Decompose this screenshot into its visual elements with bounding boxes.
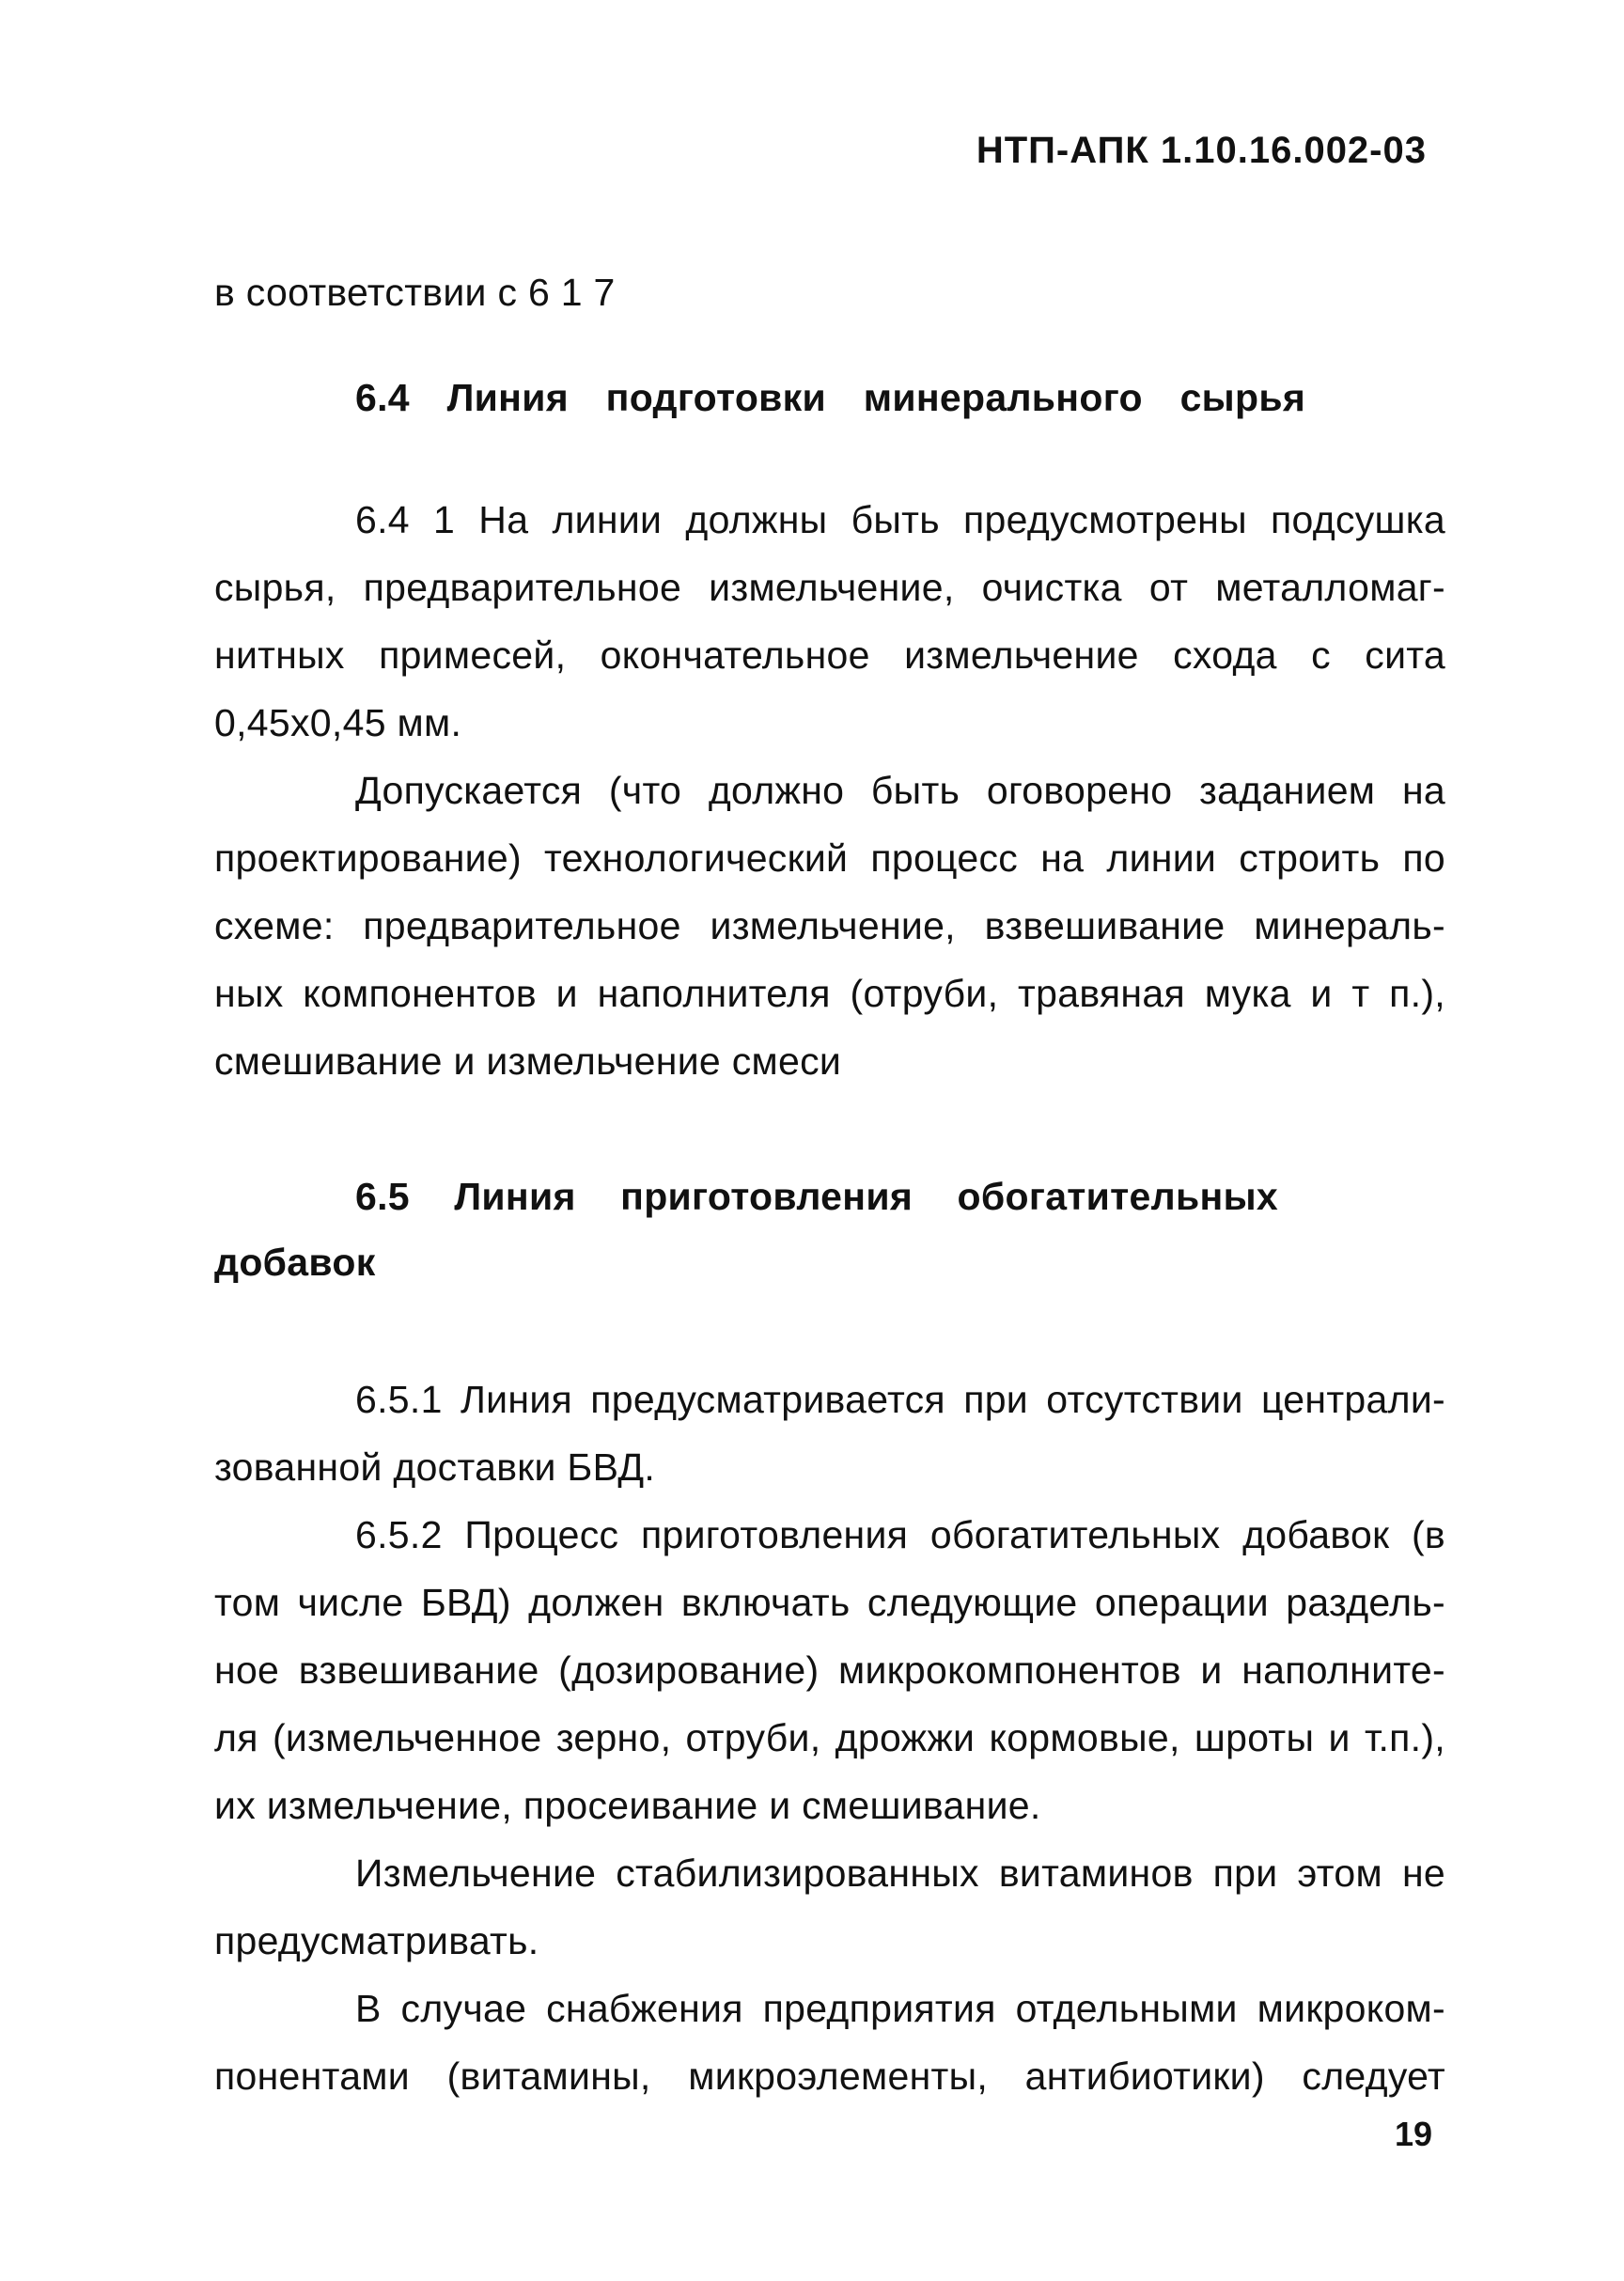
paragraph-line: Измельчение стабилизированных витаминов при этом не	[355, 1851, 1445, 1895]
paragraph-6-4-1-line: 6.4 1 На линии должны быть предусмотрены подсушка	[355, 498, 1445, 541]
paragraph-6-4-1-line: нитных примесей, окончательное измельчение схода с сита	[214, 633, 1445, 677]
section-heading-6-5-continued: добавок	[214, 1241, 376, 1284]
section-heading-6-4: 6.4 Линия подготовки минерального сырья	[355, 376, 1306, 419]
paragraph-line: понентами (витамины, микроэлементы, антибиотики) следует	[214, 2054, 1445, 2098]
paragraph-line: проектирование) технологический процесс на линии строить по	[214, 836, 1445, 880]
paragraph-line: схеме: предварительное измельчение, взвешивание минераль-	[214, 904, 1445, 947]
section-heading-6-5: 6.5 Линия приготовления обогатительных	[355, 1175, 1278, 1218]
paragraph-line: В случае снабжения предприятия отдельными микроком-	[355, 1987, 1445, 2030]
paragraph-6-4-1-line: сырья, предварительное измельчение, очистка от металломаг-	[214, 566, 1445, 609]
paragraph-6-5-2-line: 6.5.2 Процесс приготовления обогатительных добавок (в	[355, 1513, 1445, 1556]
paragraph-6-5-1-line: 6.5.1 Линия предусматривается при отсутствии централи-	[355, 1378, 1445, 1421]
paragraph-6-5-1-line: зованной доставки БВД.	[214, 1445, 656, 1489]
page-number: 19	[1394, 2115, 1432, 2153]
paragraph-line: Допускается (что должно быть оговорено заданием на	[355, 769, 1445, 812]
paragraph-6-5-2-line: ля (измельченное зерно, отруби, дрожжи кормовые, шроты и т.п.),	[214, 1716, 1445, 1759]
paragraph-6-5-2-line: ное взвешивание (дозирование) микрокомпонентов и наполните-	[214, 1648, 1445, 1692]
paragraph-line: смешивание и измельчение смеси	[214, 1039, 842, 1083]
paragraph-6-5-2-line: том числе БВД) должен включать следующие операции раздель-	[214, 1581, 1445, 1624]
paragraph-6-4-1-line: 0,45х0,45 мм.	[214, 701, 462, 744]
paragraph-line: предусматривать.	[214, 1919, 539, 1962]
paragraph-line: ных компонентов и наполнителя (отруби, травяная мука и т п.),	[214, 972, 1445, 1015]
text-line: в соответствии с 6 1 7	[214, 271, 616, 314]
paragraph-6-5-2-line: их измельчение, просеивание и смешивание.	[214, 1784, 1041, 1827]
document-code: НТП-АПК 1.10.16.002-03	[976, 130, 1427, 171]
